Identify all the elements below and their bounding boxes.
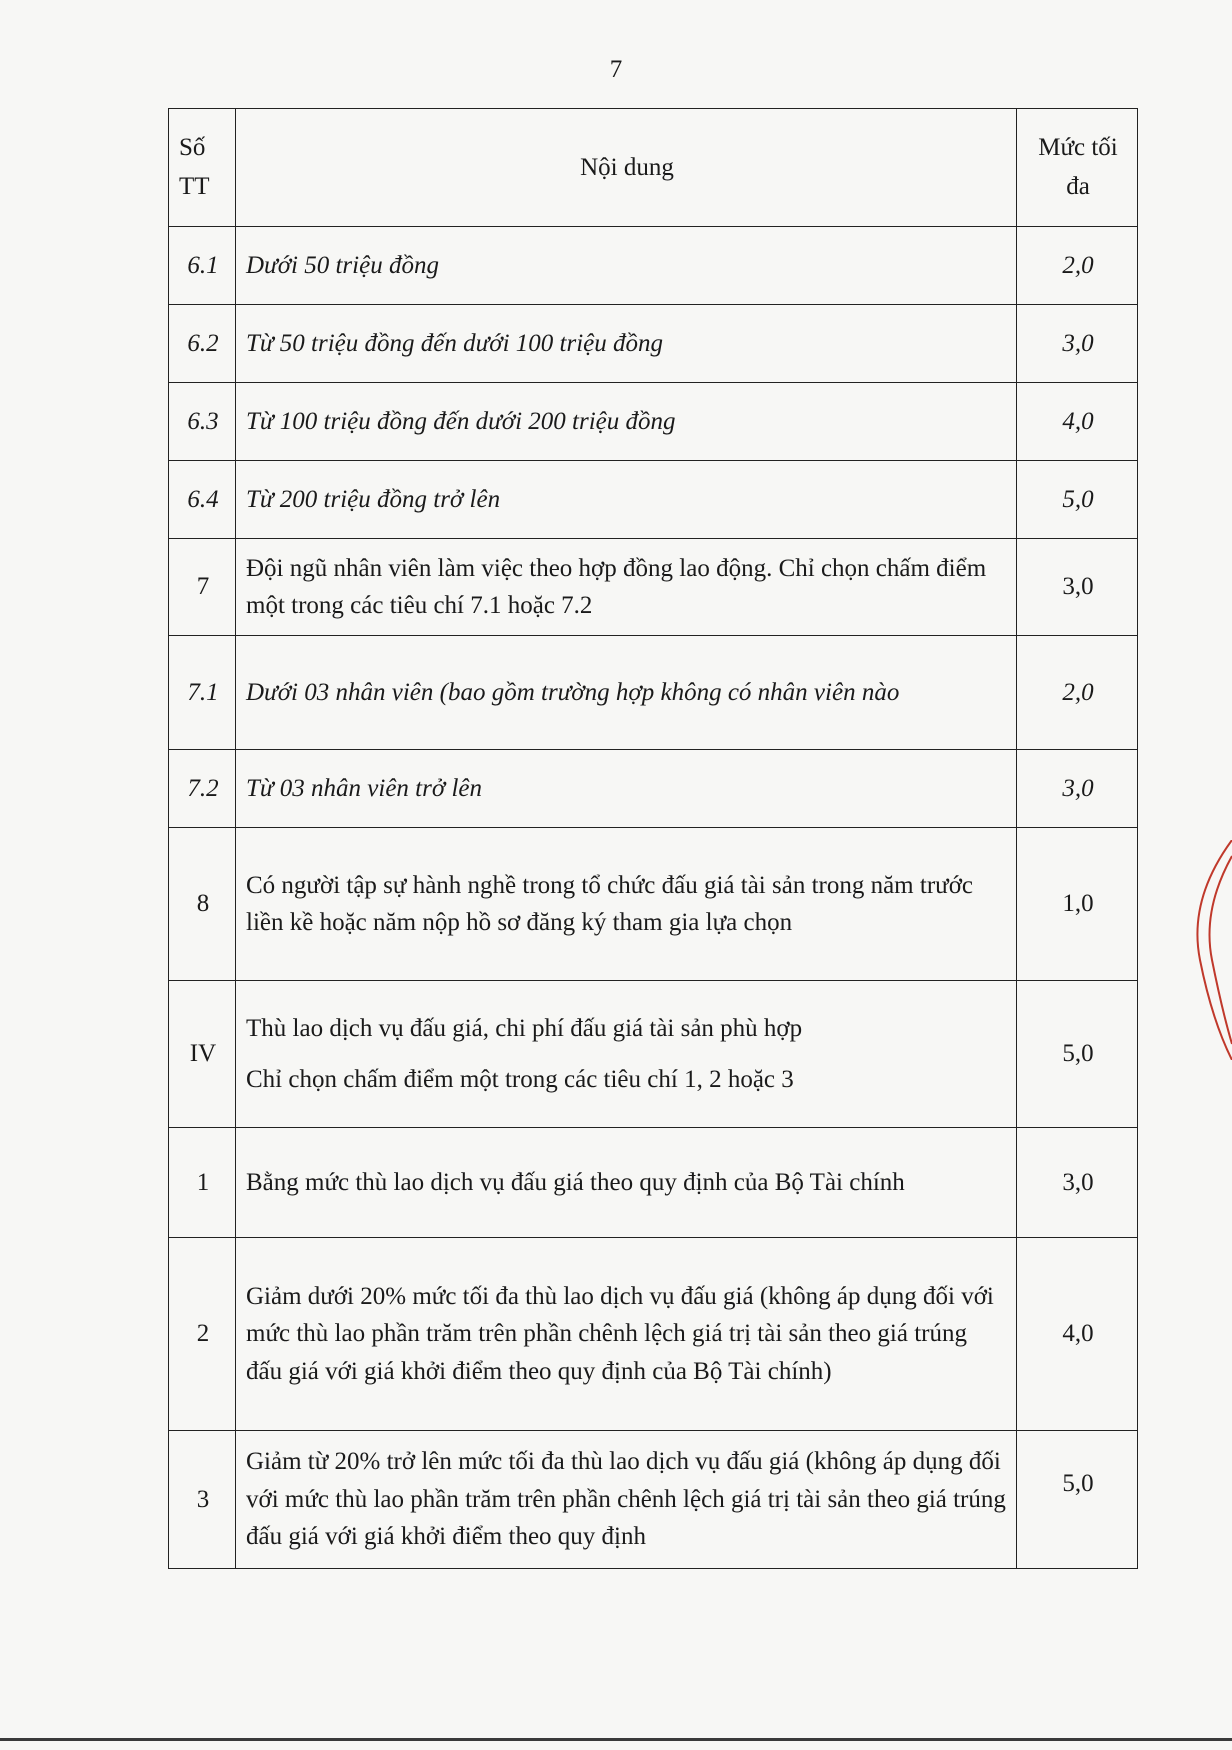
row-content: Giảm dưới 20% mức tối đa thù lao dịch vụ đấu giá (không áp dụng đối với mức thù lao phần trăm trên phần chênh lệch giá trị tài sản theo giá trúng đấu giá với giá khởi điểm theo quy định của Bộ Tài chính) xyxy=(236,1238,1017,1431)
table-row xyxy=(169,461,1138,539)
row-no: 7.1 xyxy=(169,636,236,750)
row-content: Dưới 50 triệu đồng xyxy=(236,227,1017,305)
row-content: Giảm từ 20% trở lên mức tối đa thù lao dịch vụ đấu giá (không áp dụng đối với mức thù lao phần trăm trên phần chênh lệch giá trị tài sản theo giá trúng đấu giá với giá khởi điểm theo quy định xyxy=(236,1431,1017,1569)
row-max: 5,0 xyxy=(1017,461,1138,539)
row-content: Đội ngũ nhân viên làm việc theo hợp đồng lao động. Chỉ chọn chấm điểm một trong các tiêu chí 7.1 hoặc 7.2 xyxy=(236,539,1017,636)
row-no: 6.3 xyxy=(169,383,236,461)
table-row xyxy=(169,1238,1138,1431)
row-max: 3,0 xyxy=(1017,305,1138,383)
table-row xyxy=(169,227,1138,305)
row-content: Từ 03 nhân viên trở lên xyxy=(236,750,1017,828)
table-row xyxy=(169,750,1138,828)
row-no: 6.4 xyxy=(169,461,236,539)
row-max: 3,0 xyxy=(1017,750,1138,828)
row-content-line-2: Chỉ chọn chấm điểm một trong các tiêu chí 1, 2 hoặc 3 xyxy=(246,1066,794,1093)
row-max: 1,0 xyxy=(1017,828,1138,981)
row-max: 4,0 xyxy=(1017,1238,1138,1431)
row-content: Dưới 03 nhân viên (bao gồm trường hợp không có nhân viên nào xyxy=(236,636,1017,750)
row-max: 2,0 xyxy=(1017,636,1138,750)
row-no: 7.2 xyxy=(169,750,236,828)
row-max: 4,0 xyxy=(1017,383,1138,461)
criteria-table xyxy=(168,108,1138,1569)
table-row xyxy=(169,1128,1138,1238)
row-content: Bằng mức thù lao dịch vụ đấu giá theo quy định của Bộ Tài chính xyxy=(236,1128,1017,1238)
row-max: 3,0 xyxy=(1017,539,1138,636)
row-content: Từ 50 triệu đồng đến dưới 100 triệu đồng xyxy=(236,305,1017,383)
table-row xyxy=(169,636,1138,750)
row-no: 7 xyxy=(169,539,236,636)
row-max: 3,0 xyxy=(1017,1128,1138,1238)
red-seal-fragment xyxy=(1178,840,1232,1060)
bottom-edge-line xyxy=(0,1738,1232,1741)
header-content: Nội dung xyxy=(236,109,1017,227)
row-no: 6.2 xyxy=(169,305,236,383)
row-content-line-1: Thù lao dịch vụ đấu giá, chi phí đấu giá tài sản phù hợp xyxy=(246,1014,803,1042)
table-row xyxy=(169,981,1138,1128)
row-max: 2,0 xyxy=(1017,227,1138,305)
row-content: Từ 100 triệu đồng đến dưới 200 triệu đồng xyxy=(236,383,1017,461)
table-row xyxy=(169,305,1138,383)
row-no: 1 xyxy=(169,1128,236,1238)
row-no: 2 xyxy=(169,1238,236,1431)
row-no: IV xyxy=(169,981,236,1128)
table-header-row xyxy=(169,109,1138,227)
row-no: 8 xyxy=(169,828,236,981)
row-max: 5,0 xyxy=(1017,1431,1138,1569)
header-no: Số TT xyxy=(169,109,236,227)
row-content xyxy=(236,981,1017,1128)
table-row xyxy=(169,1431,1138,1569)
table-row xyxy=(169,383,1138,461)
header-max: Mức tối đa xyxy=(1017,109,1138,227)
page-number: 7 xyxy=(609,56,623,83)
table-row xyxy=(169,828,1138,981)
row-no: 3 xyxy=(169,1431,236,1569)
row-content: Từ 200 triệu đồng trở lên xyxy=(236,461,1017,539)
table-row xyxy=(169,539,1138,636)
row-no: 6.1 xyxy=(169,227,236,305)
row-content: Có người tập sự hành nghề trong tổ chức đấu giá tài sản trong năm trước liền kề hoặc năm nộp hồ sơ đăng ký tham gia lựa chọn xyxy=(236,828,1017,981)
row-max: 5,0 xyxy=(1017,981,1138,1128)
